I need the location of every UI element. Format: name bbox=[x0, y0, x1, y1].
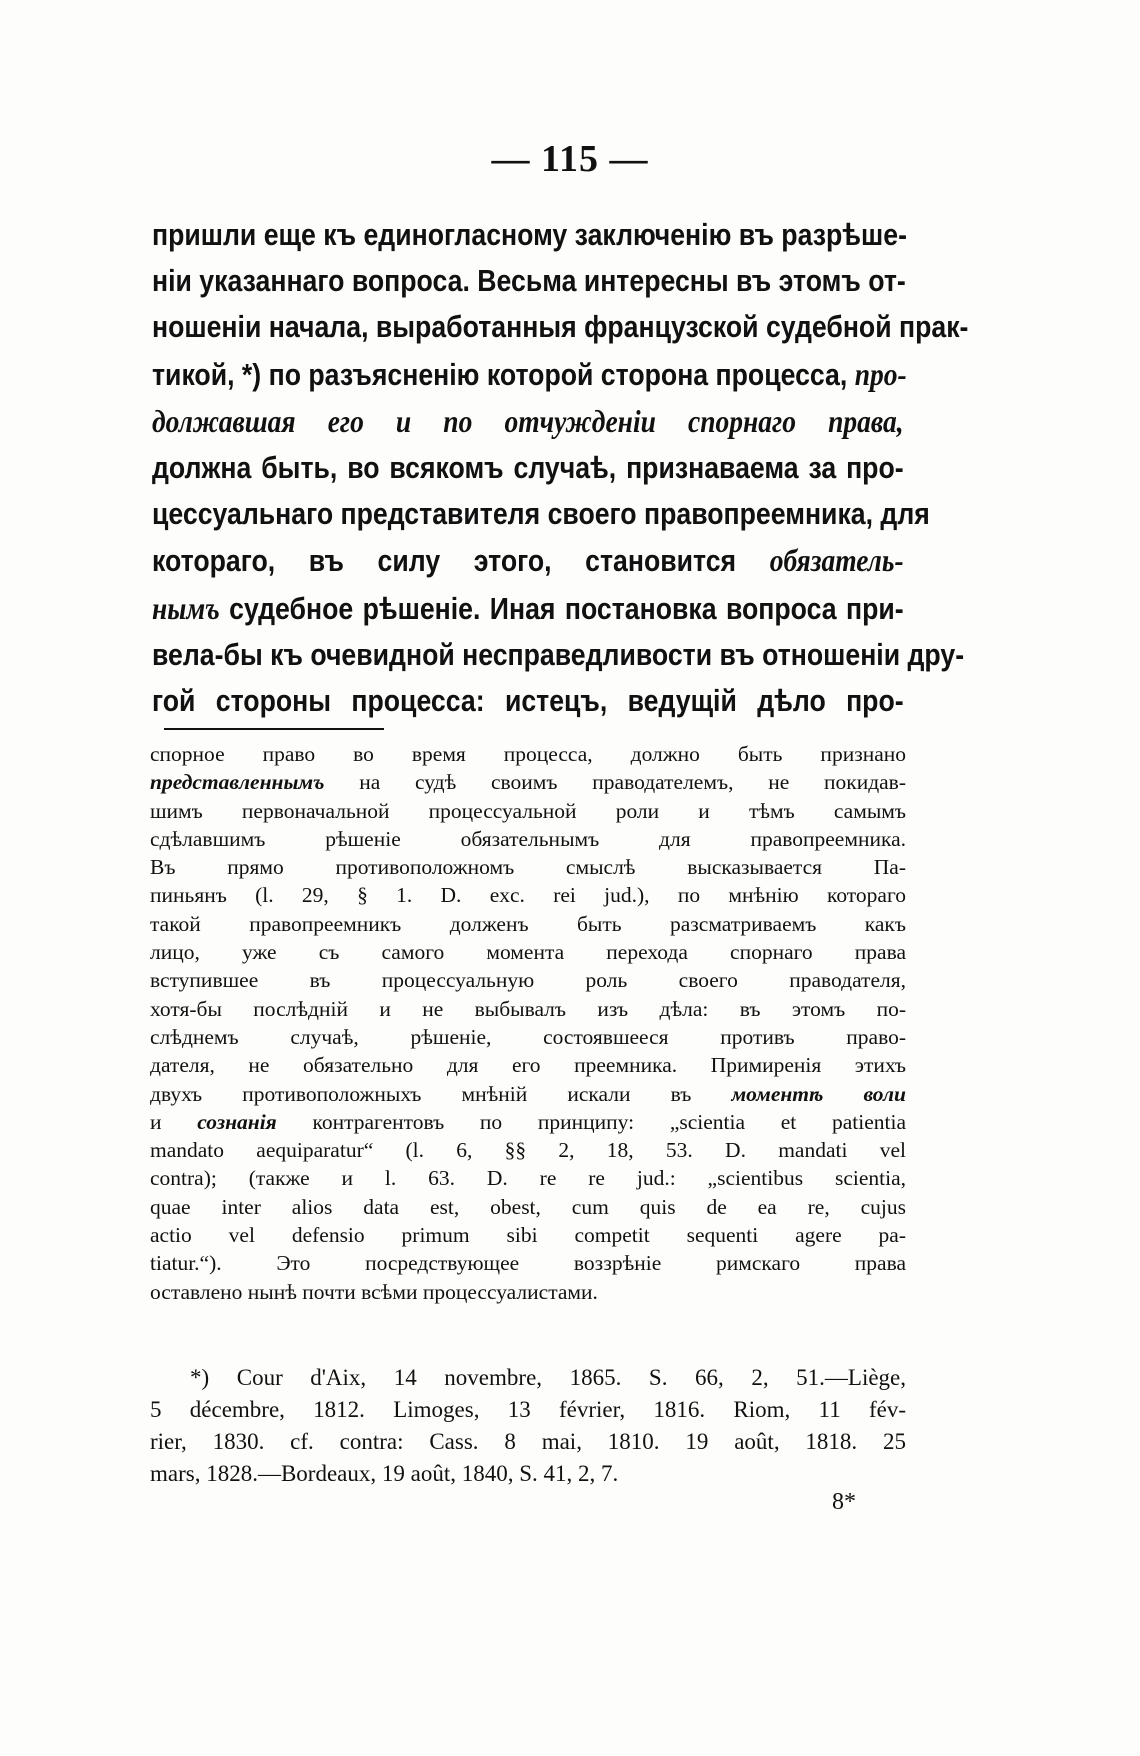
main-text bbox=[152, 212, 969, 724]
text-segment: дателя, не обязательно для его преемника. Примиренія этихъ bbox=[150, 1053, 906, 1078]
italic-emphasis: должавшая его и по отчужденіи спорнаго права, bbox=[152, 402, 904, 439]
footnote-line bbox=[150, 1023, 906, 1051]
footnote-line bbox=[150, 966, 906, 994]
text-line bbox=[152, 537, 904, 584]
text-segment: и bbox=[150, 1109, 198, 1134]
footnote-line bbox=[150, 825, 906, 853]
text-segment: вступившее въ процессуальную роль своего праводателя, bbox=[150, 968, 906, 993]
text-segment: котораго, въ силу этого, становится bbox=[152, 543, 770, 579]
text-segment: судебное рѣшеніе. Иная постановка вопроса при- bbox=[219, 590, 904, 626]
text-line bbox=[152, 585, 904, 632]
page-number: — 115 — bbox=[491, 138, 649, 180]
footnote-line bbox=[150, 1051, 906, 1079]
text-line bbox=[152, 398, 904, 445]
text-segment: 5 décembre, 1812. Limoges, 13 février, 1816. Riom, 11 fév- bbox=[150, 1397, 906, 1422]
footnote-line bbox=[150, 768, 906, 796]
text-segment: такой правопреемникъ долженъ быть разсматриваемъ какъ bbox=[150, 911, 906, 936]
signature-mark: 8* bbox=[832, 1489, 856, 1515]
text-segment: слѣднемъ случаѣ, рѣшеніе, состоявшееся противъ право- bbox=[150, 1024, 906, 1049]
text-segment: *) Cour d'Aix, 14 novembre, 1865. S. 66, 2, 51.—Liège, bbox=[190, 1365, 906, 1390]
footnote-separator bbox=[164, 728, 384, 730]
text-line bbox=[152, 632, 965, 678]
citation-line bbox=[150, 1394, 906, 1426]
italic-emphasis: представленнымъ bbox=[150, 770, 325, 795]
text-line bbox=[152, 212, 907, 258]
citation-line bbox=[150, 1362, 906, 1394]
footnote-line bbox=[150, 1221, 906, 1249]
italic-emphasis: моментѣ воли bbox=[731, 1081, 906, 1106]
text-segment: mars, 1828.—Bordeaux, 19 août, 1840, S. 41, 2, 7. bbox=[150, 1461, 619, 1486]
italic-emphasis: обязатель- bbox=[769, 542, 904, 579]
text-line bbox=[152, 678, 904, 724]
text-segment: пиньянъ (l. 29, § 1. D. exc. rei jud.), по мнѣнію котораго bbox=[150, 883, 906, 908]
text-segment: tiatur.“). Это посредствующее воззрѣніе римскаго права bbox=[150, 1251, 906, 1276]
italic-emphasis: про- bbox=[854, 355, 907, 392]
footnote-citations bbox=[150, 1362, 906, 1490]
citation-line bbox=[150, 1458, 906, 1490]
italic-emphasis: сознанія bbox=[197, 1109, 277, 1134]
text-line bbox=[152, 304, 969, 350]
citation-line bbox=[150, 1426, 906, 1458]
text-segment: ніи указаннаго вопроса. Весьма интересны въ этомъ от- bbox=[152, 263, 906, 299]
footnote-line bbox=[150, 910, 906, 938]
text-segment: двухъ противоположныхъ мнѣній искали въ bbox=[150, 1081, 732, 1106]
italic-emphasis: нымъ bbox=[152, 589, 220, 626]
text-segment: хотя-бы послѣдній и не выбывалъ изъ дѣла: въ этомъ по- bbox=[150, 996, 906, 1021]
text-segment: Въ прямо противоположномъ смыслѣ высказывается Па- bbox=[150, 855, 906, 880]
footnote-line bbox=[150, 938, 906, 966]
footnote-line bbox=[150, 1164, 906, 1192]
footnote-line bbox=[150, 881, 906, 909]
text-line bbox=[152, 351, 907, 398]
footnote-line bbox=[150, 1108, 906, 1136]
text-segment: mandato aequiparatur“ (l. 6, §§ 2, 18, 53. D. mandati vel bbox=[150, 1138, 906, 1163]
text-segment: actio vel defensio primum sibi competit sequenti agere pa- bbox=[150, 1223, 906, 1248]
text-segment: ношеніи начала, выработанныя французской судебной прак- bbox=[152, 309, 969, 345]
text-line bbox=[152, 445, 904, 491]
footnote-line bbox=[150, 1080, 906, 1108]
text-segment: вела-бы къ очевидной несправедливости въ отношеніи дру- bbox=[152, 636, 965, 672]
footnote-line bbox=[150, 1249, 906, 1277]
text-segment: на судѣ своимъ праводателемъ, не покидав- bbox=[324, 770, 906, 795]
text-segment: тикой, *) по разъясненію которой сторона процесса, bbox=[152, 356, 855, 392]
footnote-line bbox=[150, 797, 906, 825]
text-segment: лицо, уже съ самого момента перехода спорнаго права bbox=[150, 940, 906, 965]
text-segment: оставлено нынѣ почти всѣми процессуалистами. bbox=[150, 1279, 598, 1304]
footnote-line bbox=[150, 853, 906, 881]
text-line bbox=[152, 491, 930, 537]
text-segment: contra); (также и l. 63. D. re re jud.: „scientibus scientia, bbox=[150, 1166, 906, 1191]
text-segment: гой стороны процесса: истецъ, ведущій дѣло про- bbox=[152, 683, 904, 719]
footnote-line bbox=[150, 1278, 906, 1306]
text-segment: quae inter alios data est, obest, cum quis de ea re, cujus bbox=[150, 1194, 906, 1219]
text-segment: пришли еще къ единогласному заключенію въ разрѣше- bbox=[152, 217, 907, 252]
text-segment: rier, 1830. cf. contra: Cass. 8 mai, 1810. 19 août, 1818. 25 bbox=[150, 1429, 906, 1454]
text-segment: цессуальнаго представителя своего правопреемника, для bbox=[152, 496, 930, 532]
footnote-continuation bbox=[150, 740, 906, 1306]
text-segment: контрагентовъ по принципу: „scientia et patientia bbox=[276, 1109, 906, 1134]
text-segment: спорное право во время процесса, должно быть признано bbox=[150, 742, 906, 766]
footnote-line bbox=[150, 1136, 906, 1164]
text-segment: шимъ первоначальной процессуальной роли и тѣмъ самымъ bbox=[150, 798, 906, 823]
text-line bbox=[152, 258, 904, 304]
footnote-line bbox=[150, 740, 906, 768]
footnote-line bbox=[150, 1193, 906, 1221]
text-segment: должна быть, во всякомъ случаѣ, признаваема за про- bbox=[152, 450, 904, 486]
footnote-line bbox=[150, 995, 906, 1023]
text-segment: сдѣлавшимъ рѣшеніе обязательнымъ для правопреемника. bbox=[150, 826, 906, 851]
